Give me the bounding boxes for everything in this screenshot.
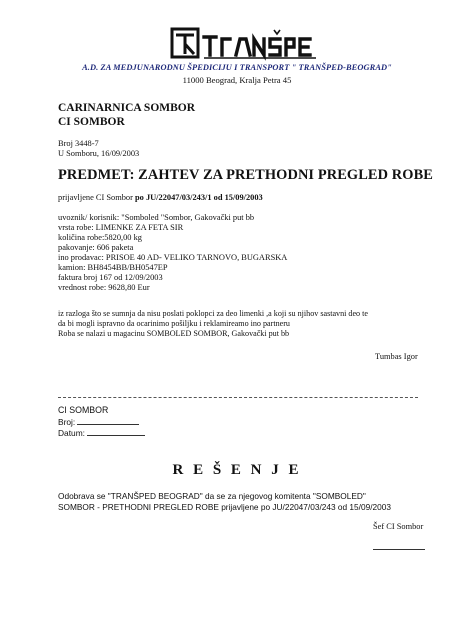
ci-block-title: CI SOMBOR: [58, 405, 109, 415]
resolution-title: R E Š E N J E: [172, 462, 302, 478]
detail-line: pakovanje: 606 paketa: [58, 243, 134, 252]
company-address: 11000 Beograd, Kralja Petra 45: [182, 75, 292, 85]
chief-title: Šef CI Sombor: [373, 522, 424, 531]
ci-broj-blank: [77, 416, 139, 425]
declaration-line: [58, 193, 263, 202]
ci-datum-label: Datum:: [58, 428, 85, 438]
declaration-number: po JU/22047/03/243/1 od 15/09/2003: [135, 193, 263, 202]
ci-broj-field: [58, 416, 139, 427]
company-logo: [170, 27, 320, 61]
ci-datum-blank: [87, 427, 145, 436]
company-name: A.D. ZA MEDJUNARODNU ŠPEDICIJU I TRANSPORT " TRANŠPED-BEOGRAD": [82, 63, 392, 72]
recipient-line-2: CI SOMBOR: [58, 116, 125, 128]
chief-signature-line: [373, 549, 425, 550]
declaration-prefix: prijavljene CI Sombor: [58, 193, 135, 202]
detail-line: kamion: BH8454BB/BH0547EP: [58, 263, 168, 272]
body-line: Roba se nalazi u magacinu SOMBOLED SOMBOR, Gakovački put bb: [58, 329, 290, 338]
ci-broj-label: Broj:: [58, 417, 76, 427]
body-line: da bi mogli ispravno da ocarinimo pošiljku i reklamireamo ino partneru: [58, 319, 290, 328]
resolution-line: Odobrava se "TRANŠPED BEOGRAD" da se za njegovog komitenta "SOMBOLED": [58, 491, 366, 501]
detail-line: količina robe:5820,00 kg: [58, 233, 142, 242]
body-line: iz razloga što se sumnja da nisu poslati poklopci za deo limenki ,a koji su njihov sastavni deo te: [58, 309, 368, 318]
detail-line: ino prodavac: PRISOE 40 AD- VELIKO TARNOVO, BUGARSKA: [58, 253, 288, 262]
resolution-line: SOMBOR - PRETHODNI PREGLED ROBE prijavljene po JU/22047/03/243 od 15/09/2003: [58, 502, 391, 512]
document-date: U Somboru, 16/09/2003: [58, 149, 140, 158]
ci-datum-field: [58, 427, 145, 438]
detail-line: faktura broj 167 od 12/09/2003: [58, 273, 163, 282]
signature-name: Tumbas Igor: [375, 352, 418, 361]
detail-line: vrsta robe: LIMENKE ZA FETA SIR: [58, 223, 184, 232]
detail-line: vrednost robe: 9628,80 Eur: [58, 283, 150, 292]
subject-title: PREDMET: ZAHTEV ZA PRETHODNI PREGLED ROBE: [58, 167, 433, 183]
separator-line: [58, 397, 418, 398]
recipient-line-1: CARINARNICA SOMBOR: [58, 102, 196, 114]
detail-line: uvoznik/ korisnik: "Somboled "Sombor, Gakovački put bb: [58, 213, 255, 222]
reference-number: Broj 3448-7: [58, 139, 99, 148]
